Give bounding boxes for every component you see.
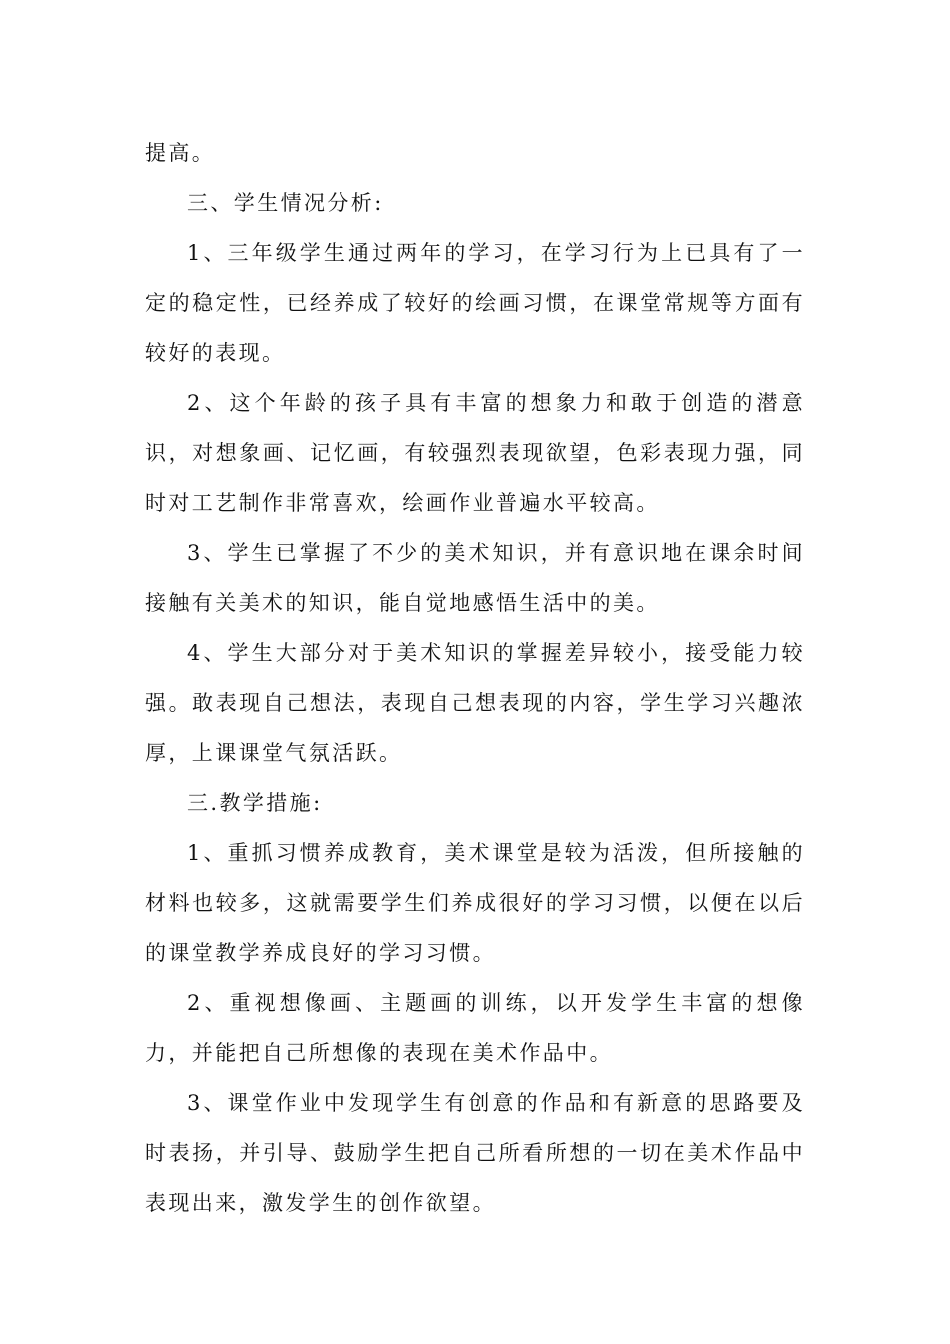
paragraph-analysis-2: 2、这个年龄的孩子具有丰富的想象力和敢于创造的潜意识，对想象画、记忆画，有较强烈表现欲望，色彩表现力强，同时对工艺制作非常喜欢，绘画作业普遍水平较高。: [145, 391, 805, 515]
section-heading-teaching-measures: 三.教学措施:: [187, 791, 323, 815]
paragraph-analysis-1: 1、三年级学生通过两年的学习，在学习行为上已具有了一定的稳定性，已经养成了较好的绘画习惯，在课堂常规等方面有较好的表现。: [145, 241, 805, 365]
paragraph-measure-1: 1、重抓习惯养成教育，美术课堂是较为活泼，但所接触的材料也较多，这就需要学生们养成很好的学习习惯，以便在以后的课堂教学养成良好的学习习惯。: [145, 841, 805, 965]
paragraph-continuation: 提高。: [145, 141, 216, 165]
paragraph-analysis-3: 3、学生已掌握了不少的美术知识，并有意识地在课余时间接触有关美术的知识，能自觉地感悟生活中的美。: [145, 541, 805, 615]
paragraph-measure-2: 2、重视想像画、主题画的训练，以开发学生丰富的想像力，并能把自己所想像的表现在美术作品中。: [145, 991, 805, 1065]
paragraph-measure-3: 3、课堂作业中发现学生有创意的作品和有新意的思路要及时表扬，并引导、鼓励学生把自己所看所想的一切在美术作品中表现出来，激发学生的创作欲望。: [145, 1091, 805, 1215]
paragraph-analysis-4: 4、学生大部分对于美术知识的掌握差异较小，接受能力较强。敢表现自己想法，表现自己想表现的内容，学生学习兴趣浓厚，上课课堂气氛活跃。: [145, 641, 805, 765]
section-heading-student-analysis: 三、学生情况分析:: [187, 191, 384, 215]
document-body: [145, 128, 805, 1228]
